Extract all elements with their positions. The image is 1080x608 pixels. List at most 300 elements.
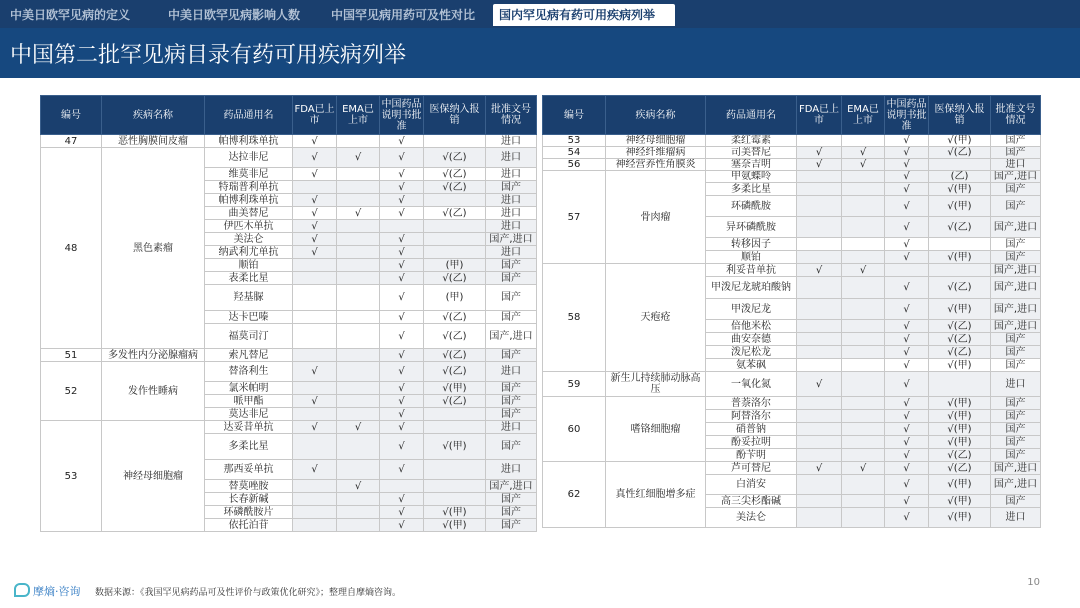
ema-cell: √	[842, 462, 885, 475]
ema-cell	[842, 475, 885, 495]
insurance-cell: √(乙)	[929, 346, 991, 359]
drug-cell: 甲氨蝶呤	[706, 171, 797, 183]
approval-cell: 国产	[991, 346, 1041, 359]
drug-cell: 羟基脲	[205, 285, 293, 311]
drug-cell: 甲泼尼龙琥珀酸钠	[706, 277, 797, 299]
approval-cell: 进口	[486, 246, 537, 259]
id-cell: 57	[543, 171, 606, 264]
fda-cell: √	[293, 148, 337, 168]
approval-cell: 国产,进口	[991, 299, 1041, 320]
fda-cell: √	[797, 372, 842, 397]
id-cell: 60	[543, 397, 606, 462]
fda-cell	[293, 285, 337, 311]
disease-cell: 天疱疮	[606, 264, 706, 372]
id-cell: 52	[41, 362, 102, 421]
approval-cell: 国产	[991, 423, 1041, 436]
china-approval-cell: √	[885, 277, 929, 299]
column-header: FDA已上市	[797, 96, 842, 135]
insurance-cell: √(乙)	[929, 333, 991, 346]
ema-cell	[337, 460, 380, 480]
fda-cell	[293, 259, 337, 272]
fda-cell	[797, 423, 842, 436]
china-approval-cell	[380, 480, 424, 493]
disease-cell: 发作性睡病	[102, 362, 205, 421]
insurance-cell: √(乙)	[424, 362, 486, 382]
china-approval-cell: √	[380, 233, 424, 246]
china-approval-cell: √	[885, 333, 929, 346]
ema-cell	[337, 434, 380, 460]
tab-domestic-diseases[interactable]: 国内罕见病有药可用疾病列举	[493, 4, 675, 26]
drug-cell: 帕博利珠单抗	[205, 194, 293, 207]
fda-cell	[293, 311, 337, 324]
china-approval-cell: √	[380, 246, 424, 259]
drug-cell: 酚妥拉明	[706, 436, 797, 449]
fda-cell: √	[293, 362, 337, 382]
ema-cell	[337, 285, 380, 311]
drug-cell: 异环磷酰胺	[706, 217, 797, 238]
china-approval-cell: √	[885, 508, 929, 528]
fda-cell	[293, 272, 337, 285]
fda-cell: √	[797, 264, 842, 277]
drug-cell: 替洛利生	[205, 362, 293, 382]
china-approval-cell: √	[380, 285, 424, 311]
china-approval-cell: √	[380, 408, 424, 421]
drug-cell: 福莫司汀	[205, 324, 293, 349]
fda-cell	[797, 436, 842, 449]
fda-cell: √	[797, 462, 842, 475]
insurance-cell: √(乙)	[424, 395, 486, 408]
insurance-cell: √(甲)	[424, 506, 486, 519]
ema-cell	[842, 299, 885, 320]
approval-cell: 进口	[486, 207, 537, 220]
insurance-cell: √(甲)	[929, 359, 991, 372]
page-number: 10	[1027, 577, 1040, 588]
approval-cell: 国产,进口	[991, 171, 1041, 183]
insurance-cell	[424, 246, 486, 259]
fda-cell	[797, 359, 842, 372]
china-approval-cell: √	[380, 272, 424, 285]
approval-cell: 国产	[991, 147, 1041, 159]
insurance-cell	[424, 421, 486, 434]
id-cell: 58	[543, 264, 606, 372]
insurance-cell: √(甲)	[929, 423, 991, 436]
approval-cell: 国产	[991, 359, 1041, 372]
approval-cell: 国产	[991, 449, 1041, 462]
approval-cell: 国产	[486, 349, 537, 362]
right-table-panel	[542, 95, 1040, 528]
ema-cell	[337, 181, 380, 194]
left-disease-table	[40, 95, 537, 532]
drug-cell: 柔红霉素	[706, 135, 797, 147]
column-header: FDA已上市	[293, 96, 337, 135]
table-row	[41, 362, 537, 382]
table-row	[543, 147, 1041, 159]
china-approval-cell: √	[380, 135, 424, 148]
id-cell: 53	[41, 421, 102, 532]
approval-cell: 国产,进口	[486, 324, 537, 349]
china-approval-cell: √	[885, 217, 929, 238]
drug-cell: 达妥昔单抗	[205, 421, 293, 434]
drug-cell: 阿替洛尔	[706, 410, 797, 423]
fda-cell	[797, 196, 842, 217]
ema-cell	[337, 349, 380, 362]
id-cell: 48	[41, 148, 102, 349]
drug-cell: 美法仑	[205, 233, 293, 246]
drug-cell: 达拉非尼	[205, 148, 293, 168]
approval-cell: 国产,进口	[991, 320, 1041, 333]
insurance-cell: √(乙)	[929, 320, 991, 333]
drug-cell: 酚苄明	[706, 449, 797, 462]
insurance-cell: √(乙)	[929, 462, 991, 475]
ema-cell	[842, 495, 885, 508]
table-row	[41, 135, 537, 148]
ema-cell	[337, 506, 380, 519]
china-approval-cell: √	[380, 349, 424, 362]
ema-cell: √	[337, 207, 380, 220]
drug-cell: 司美替尼	[706, 147, 797, 159]
id-cell: 47	[41, 135, 102, 148]
id-cell: 62	[543, 462, 606, 528]
fda-cell	[797, 508, 842, 528]
approval-cell: 进口	[991, 372, 1041, 397]
fda-cell	[293, 349, 337, 362]
ema-cell: √	[337, 480, 380, 493]
insurance-cell: √(甲)	[424, 382, 486, 395]
china-approval-cell: √	[380, 207, 424, 220]
insurance-cell	[424, 233, 486, 246]
china-approval-cell: √	[380, 421, 424, 434]
top-navigation	[0, 0, 1080, 28]
fda-cell	[797, 183, 842, 196]
drug-cell: 转移因子	[706, 238, 797, 251]
approval-cell: 国产	[486, 285, 537, 311]
china-approval-cell: √	[380, 493, 424, 506]
disease-cell: 黑色素瘤	[102, 148, 205, 349]
ema-cell	[337, 135, 380, 148]
fda-cell: √	[293, 233, 337, 246]
approval-cell: 国产	[991, 410, 1041, 423]
approval-cell: 国产	[991, 397, 1041, 410]
ema-cell	[842, 171, 885, 183]
approval-cell: 国产	[486, 408, 537, 421]
id-cell: 53	[543, 135, 606, 147]
ema-cell	[842, 217, 885, 238]
insurance-cell: √(乙)	[929, 147, 991, 159]
approval-cell: 国产	[991, 333, 1041, 346]
insurance-cell: √(乙)	[424, 168, 486, 181]
approval-cell: 国产	[486, 382, 537, 395]
china-approval-cell: √	[380, 311, 424, 324]
ema-cell: √	[337, 421, 380, 434]
insurance-cell: √(乙)	[929, 217, 991, 238]
column-header: 疾病名称	[606, 96, 706, 135]
insurance-cell	[424, 493, 486, 506]
id-cell: 54	[543, 147, 606, 159]
fda-cell: √	[293, 168, 337, 181]
ema-cell	[337, 168, 380, 181]
disease-cell: 骨肉瘤	[606, 171, 706, 264]
ema-cell	[337, 311, 380, 324]
brand-logo	[14, 583, 81, 599]
china-approval-cell: √	[885, 196, 929, 217]
data-source-note: 数据来源：《我国罕见病药品可及性评价与政策优化研究》；整理自摩熵咨询。	[95, 588, 402, 598]
drug-cell: 甲泼尼龙	[706, 299, 797, 320]
approval-cell: 进口	[486, 148, 537, 168]
china-approval-cell: √	[885, 320, 929, 333]
insurance-cell	[929, 238, 991, 251]
ema-cell	[842, 183, 885, 196]
approval-cell: 国产	[486, 506, 537, 519]
fda-cell: √	[293, 395, 337, 408]
approval-cell: 进口	[991, 159, 1041, 171]
insurance-cell: √(乙)	[424, 324, 486, 349]
approval-cell: 国产	[991, 196, 1041, 217]
insurance-cell	[929, 264, 991, 277]
insurance-cell: √(乙)	[424, 311, 486, 324]
table-row	[543, 397, 1041, 410]
china-approval-cell: √	[885, 495, 929, 508]
approval-cell: 进口	[486, 460, 537, 480]
drug-cell: 美法仑	[706, 508, 797, 528]
drug-cell: 莫达非尼	[205, 408, 293, 421]
insurance-cell: √(甲)	[929, 436, 991, 449]
approval-cell: 国产,进口	[991, 462, 1041, 475]
fda-cell	[797, 171, 842, 183]
insurance-cell	[424, 480, 486, 493]
fda-cell	[293, 493, 337, 506]
drug-cell: 环磷酰胺	[706, 196, 797, 217]
insurance-cell: √(甲)	[929, 196, 991, 217]
insurance-cell: √(乙)	[424, 272, 486, 285]
disease-cell: 多发性内分泌腺瘤病	[102, 349, 205, 362]
column-header: 批准文号情况	[991, 96, 1041, 135]
ema-cell	[842, 320, 885, 333]
page-title: 中国第二批罕见病目录有药可用疾病列举	[10, 43, 407, 68]
brand-logo-icon	[14, 583, 30, 597]
insurance-cell: √(乙)	[424, 148, 486, 168]
fda-cell	[797, 333, 842, 346]
fda-cell: √	[293, 421, 337, 434]
ema-cell: √	[337, 148, 380, 168]
drug-cell: 泼尼松龙	[706, 346, 797, 359]
column-header: 中国药品说明书批准	[380, 96, 424, 135]
approval-cell: 国产	[991, 436, 1041, 449]
tab-affected-population[interactable]: 中美日欧罕见病影响人数	[168, 8, 301, 22]
china-approval-cell: √	[885, 183, 929, 196]
column-header: 药品通用名	[706, 96, 797, 135]
table-row	[543, 462, 1041, 475]
approval-cell: 进口	[991, 508, 1041, 528]
insurance-cell	[424, 135, 486, 148]
approval-cell: 国产	[991, 135, 1041, 147]
insurance-cell: √(甲)	[424, 519, 486, 532]
china-approval-cell: √	[885, 449, 929, 462]
approval-cell: 进口	[486, 135, 537, 148]
insurance-cell: √(甲)	[929, 183, 991, 196]
drug-cell: 替莫唑胺	[205, 480, 293, 493]
drug-cell: 高三尖杉酯碱	[706, 495, 797, 508]
insurance-cell: √(甲)	[929, 410, 991, 423]
approval-cell: 国产,进口	[991, 277, 1041, 299]
drug-cell: 氯米帕明	[205, 382, 293, 395]
drug-cell: 特瑞普利单抗	[205, 181, 293, 194]
tab-drug-accessibility[interactable]: 中国罕见病用药可及性对比	[331, 8, 476, 22]
approval-cell: 国产,进口	[486, 480, 537, 493]
approval-cell: 国产	[486, 272, 537, 285]
table-row	[543, 264, 1041, 277]
approval-cell: 国产	[991, 238, 1041, 251]
ema-cell	[842, 449, 885, 462]
drug-cell: 倍他米松	[706, 320, 797, 333]
china-approval-cell: √	[380, 519, 424, 532]
ema-cell	[337, 324, 380, 349]
table-row	[41, 349, 537, 362]
china-approval-cell: √	[885, 251, 929, 264]
ema-cell	[842, 423, 885, 436]
column-header: 编号	[543, 96, 606, 135]
drug-cell: 硝普钠	[706, 423, 797, 436]
china-approval-cell: √	[885, 171, 929, 183]
drug-cell: 环磷酰胺片	[205, 506, 293, 519]
column-header: EMA已上市	[842, 96, 885, 135]
drug-cell: 哌甲酯	[205, 395, 293, 408]
approval-cell: 国产,进口	[486, 233, 537, 246]
ema-cell	[337, 382, 380, 395]
insurance-cell	[929, 159, 991, 171]
drug-cell: 索凡替尼	[205, 349, 293, 362]
drug-cell: 纳武利尤单抗	[205, 246, 293, 259]
china-approval-cell: √	[380, 434, 424, 460]
approval-cell: 国产,进口	[991, 264, 1041, 277]
ema-cell	[842, 333, 885, 346]
drug-cell: 多柔比星	[706, 183, 797, 196]
fda-cell	[293, 434, 337, 460]
china-approval-cell: √	[885, 346, 929, 359]
drug-cell: 达卡巴嗪	[205, 311, 293, 324]
fda-cell: √	[293, 135, 337, 148]
column-header: 疾病名称	[102, 96, 205, 135]
ema-cell	[842, 359, 885, 372]
insurance-cell: √(乙)	[424, 207, 486, 220]
approval-cell: 进口	[486, 194, 537, 207]
china-approval-cell: √	[885, 397, 929, 410]
china-approval-cell: √	[380, 382, 424, 395]
fda-cell	[293, 519, 337, 532]
insurance-cell: √(甲)	[929, 495, 991, 508]
china-approval-cell: √	[380, 324, 424, 349]
china-approval-cell	[885, 264, 929, 277]
ema-cell	[842, 196, 885, 217]
insurance-cell: √(乙)	[424, 349, 486, 362]
china-approval-cell: √	[885, 159, 929, 171]
drug-cell: 芦可替尼	[706, 462, 797, 475]
china-approval-cell: √	[380, 181, 424, 194]
ema-cell	[337, 246, 380, 259]
disease-cell: 神经营养性角膜炎	[606, 159, 706, 171]
approval-cell: 国产	[486, 493, 537, 506]
id-cell: 51	[41, 349, 102, 362]
drug-cell: 表柔比星	[205, 272, 293, 285]
insurance-cell: √(甲)	[929, 508, 991, 528]
ema-cell	[842, 251, 885, 264]
ema-cell	[337, 259, 380, 272]
fda-cell	[293, 506, 337, 519]
china-approval-cell: √	[885, 423, 929, 436]
fda-cell	[797, 346, 842, 359]
disease-cell: 恶性胸膜间皮瘤	[102, 135, 205, 148]
approval-cell: 国产,进口	[991, 475, 1041, 495]
china-approval-cell: √	[885, 462, 929, 475]
insurance-cell	[424, 194, 486, 207]
approval-cell: 国产	[991, 183, 1041, 196]
ema-cell	[337, 493, 380, 506]
ema-cell	[337, 194, 380, 207]
fda-cell: √	[293, 220, 337, 233]
drug-cell: 白消安	[706, 475, 797, 495]
insurance-cell: √(甲)	[929, 135, 991, 147]
table-row	[543, 171, 1041, 183]
ema-cell	[842, 238, 885, 251]
china-approval-cell: √	[380, 168, 424, 181]
drug-cell: 顺铂	[205, 259, 293, 272]
fda-cell	[797, 410, 842, 423]
china-approval-cell: √	[885, 475, 929, 495]
left-table-panel	[40, 95, 536, 532]
ema-cell	[337, 220, 380, 233]
ema-cell	[842, 410, 885, 423]
fda-cell	[797, 251, 842, 264]
disease-cell: 嗜铬细胞瘤	[606, 397, 706, 462]
drug-cell: 曲安奈德	[706, 333, 797, 346]
drug-cell: 氨苯砜	[706, 359, 797, 372]
table-row	[543, 135, 1041, 147]
ema-cell	[842, 436, 885, 449]
fda-cell	[293, 408, 337, 421]
fda-cell	[797, 495, 842, 508]
china-approval-cell: √	[380, 148, 424, 168]
approval-cell: 国产	[991, 251, 1041, 264]
ema-cell	[337, 519, 380, 532]
insurance-cell: √(甲)	[929, 299, 991, 320]
brand-name: 摩熵·咨询	[33, 585, 81, 598]
column-header: EMA已上市	[337, 96, 380, 135]
insurance-cell: √(乙)	[424, 181, 486, 194]
china-approval-cell: √	[380, 395, 424, 408]
table-row	[41, 148, 537, 168]
tab-rare-disease-definition[interactable]: 中美日欧罕见病的定义	[10, 8, 131, 22]
right-disease-table	[542, 95, 1041, 528]
fda-cell: √	[293, 246, 337, 259]
approval-cell: 国产	[486, 311, 537, 324]
insurance-cell	[424, 220, 486, 233]
insurance-cell: (甲)	[424, 259, 486, 272]
insurance-cell: (甲)	[424, 285, 486, 311]
china-approval-cell: √	[885, 410, 929, 423]
column-header: 批准文号情况	[486, 96, 537, 135]
fda-cell	[293, 181, 337, 194]
fda-cell	[797, 217, 842, 238]
china-approval-cell: √	[885, 299, 929, 320]
disease-cell: 神经纤维瘤病	[606, 147, 706, 159]
insurance-cell	[929, 372, 991, 397]
ema-cell	[337, 408, 380, 421]
ema-cell	[842, 372, 885, 397]
fda-cell: √	[797, 147, 842, 159]
drug-cell: 帕博利珠单抗	[205, 135, 293, 148]
china-approval-cell	[380, 220, 424, 233]
drug-cell: 伊匹木单抗	[205, 220, 293, 233]
column-header: 医保纳入报销	[929, 96, 991, 135]
